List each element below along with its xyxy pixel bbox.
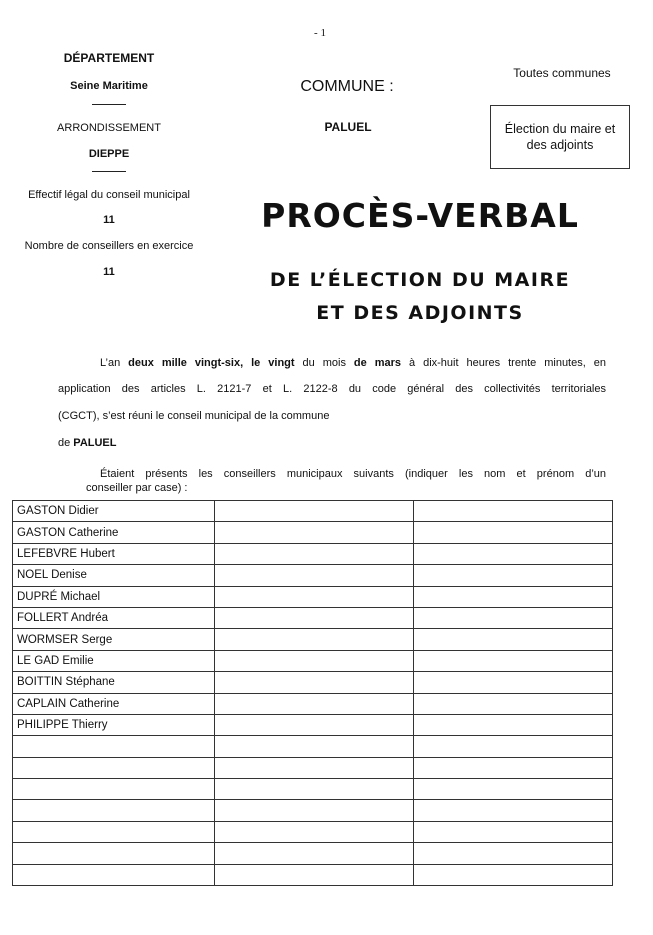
councillor-cell[interactable] (414, 586, 613, 607)
councillor-cell[interactable]: GASTON Catherine (13, 522, 215, 543)
councillor-cell[interactable] (13, 843, 215, 864)
councillor-cell[interactable] (215, 693, 414, 714)
election-type-box (490, 105, 630, 169)
councillor-cell[interactable] (215, 650, 414, 671)
divider (92, 104, 126, 105)
councillor-cell[interactable] (215, 821, 414, 842)
councillors-table (12, 500, 613, 886)
table-row (13, 736, 613, 757)
table-row (13, 672, 613, 693)
councillor-cell[interactable] (414, 501, 613, 522)
meeting-month: de mars (353, 357, 402, 369)
councillor-cell[interactable] (215, 565, 414, 586)
meeting-day: le vingt (251, 357, 295, 369)
page-title: PROCÈS-VERBAL (261, 196, 579, 235)
councillor-cell[interactable]: BOITTIN Stéphane (13, 672, 215, 693)
table-row (13, 864, 613, 885)
councillor-cell[interactable]: GASTON Didier (13, 501, 215, 522)
councillor-cell[interactable] (215, 714, 414, 735)
intro-text: , (240, 357, 252, 369)
councillor-cell[interactable] (414, 629, 613, 650)
councillor-cell[interactable] (13, 800, 215, 821)
councillor-cell[interactable] (414, 714, 613, 735)
present-line-1: Étaient présents les conseillers municipaux suivants (indiquer les nom et prénom d’un (100, 468, 606, 480)
councillor-cell[interactable] (215, 800, 414, 821)
meeting-year: deux mille vingt-six (128, 357, 241, 369)
intro-text: du mois (294, 357, 354, 369)
table-row (13, 800, 613, 821)
table-row (13, 757, 613, 778)
councillor-cell[interactable] (13, 757, 215, 778)
election-type-text: Élection du maire et des adjoints (504, 122, 616, 152)
table-row (13, 501, 613, 522)
scope-label: Toutes communes (513, 66, 611, 80)
table-row (13, 714, 613, 735)
councillor-cell[interactable] (13, 821, 215, 842)
divider (92, 171, 126, 172)
page-number: - 1 (314, 27, 326, 39)
table-row (13, 843, 613, 864)
councillor-cell[interactable] (13, 779, 215, 800)
intro-text: L’an (100, 357, 129, 369)
councillor-cell[interactable]: CAPLAIN Catherine (13, 693, 215, 714)
councillor-cell[interactable] (215, 501, 414, 522)
commune-name: PALUEL (324, 120, 372, 134)
councillor-cell[interactable] (414, 757, 613, 778)
councillor-cell[interactable] (215, 629, 414, 650)
councillor-cell[interactable] (414, 522, 613, 543)
councillor-cell[interactable] (215, 736, 414, 757)
councillor-cell[interactable] (215, 522, 414, 543)
councillor-cell[interactable] (215, 672, 414, 693)
councillor-cell[interactable] (414, 650, 613, 671)
intro-line-4 (58, 436, 606, 450)
councillor-cell[interactable] (414, 693, 613, 714)
councillor-cell[interactable] (414, 864, 613, 885)
councillor-cell[interactable] (414, 565, 613, 586)
councillor-cell[interactable] (13, 736, 215, 757)
councillor-cell[interactable] (215, 543, 414, 564)
councillor-cell[interactable] (414, 607, 613, 628)
councillor-cell[interactable] (414, 543, 613, 564)
arrondissement-label: ARRONDISSEMENT (57, 122, 161, 134)
councillor-cell[interactable] (414, 800, 613, 821)
commune-label: COMMUNE : (300, 78, 394, 95)
arrondissement-value: DIEPPE (88, 148, 130, 160)
intro-line-3: (CGCT), s’est réuni le conseil municipal de la commune (58, 410, 330, 422)
councillor-cell[interactable] (414, 821, 613, 842)
councillor-cell[interactable] (13, 864, 215, 885)
intro-text: de (58, 437, 74, 449)
councillor-cell[interactable]: NOEL Denise (13, 565, 215, 586)
exercice-label: Nombre de conseillers en exercice (24, 240, 194, 252)
councillor-cell[interactable] (215, 843, 414, 864)
councillor-cell[interactable] (215, 586, 414, 607)
table-row (13, 522, 613, 543)
commune-name-inline: PALUEL (73, 437, 117, 449)
table-row (13, 565, 613, 586)
table-row (13, 821, 613, 842)
councillor-cell[interactable]: LE GAD Emilie (13, 650, 215, 671)
councillor-cell[interactable]: WORMSER Serge (13, 629, 215, 650)
councillor-cell[interactable] (215, 864, 414, 885)
intro-line-1 (58, 356, 606, 370)
councillor-cell[interactable] (215, 757, 414, 778)
councillor-cell[interactable] (414, 779, 613, 800)
table-row (13, 650, 613, 671)
departement-value: Seine Maritime (70, 80, 148, 92)
councillor-cell[interactable] (414, 843, 613, 864)
councillor-cell[interactable] (414, 736, 613, 757)
exercice-value: 11 (103, 266, 115, 278)
councillor-cell[interactable] (414, 672, 613, 693)
councillor-cell[interactable]: PHILIPPE Thierry (13, 714, 215, 735)
subtitle-line2: ET DES ADJOINTS (316, 302, 524, 324)
present-line-2: conseiller par case) : (86, 482, 188, 494)
intro-text: à dix-huit heures trente minutes, en (401, 357, 606, 369)
table-row (13, 607, 613, 628)
effectif-label: Effectif légal du conseil municipal (28, 189, 190, 201)
table-row (13, 629, 613, 650)
departement-label: DÉPARTEMENT (63, 51, 155, 65)
councillor-cell[interactable] (215, 607, 414, 628)
table-row (13, 543, 613, 564)
intro-line-2: application des articles L. 2121-7 et L. 2122-8 du code général des collectivités territoriales (58, 383, 606, 395)
councillor-cell[interactable]: LEFEBVRE Hubert (13, 543, 215, 564)
table-row (13, 779, 613, 800)
subtitle-line1: DE L’ÉLECTION DU MAIRE (269, 269, 571, 291)
councillor-cell[interactable] (215, 779, 414, 800)
effectif-value: 11 (103, 214, 115, 226)
table-row (13, 586, 613, 607)
table-row (13, 693, 613, 714)
councillor-cell[interactable]: DUPRÉ Michael (13, 586, 215, 607)
councillor-cell[interactable]: FOLLERT Andréa (13, 607, 215, 628)
